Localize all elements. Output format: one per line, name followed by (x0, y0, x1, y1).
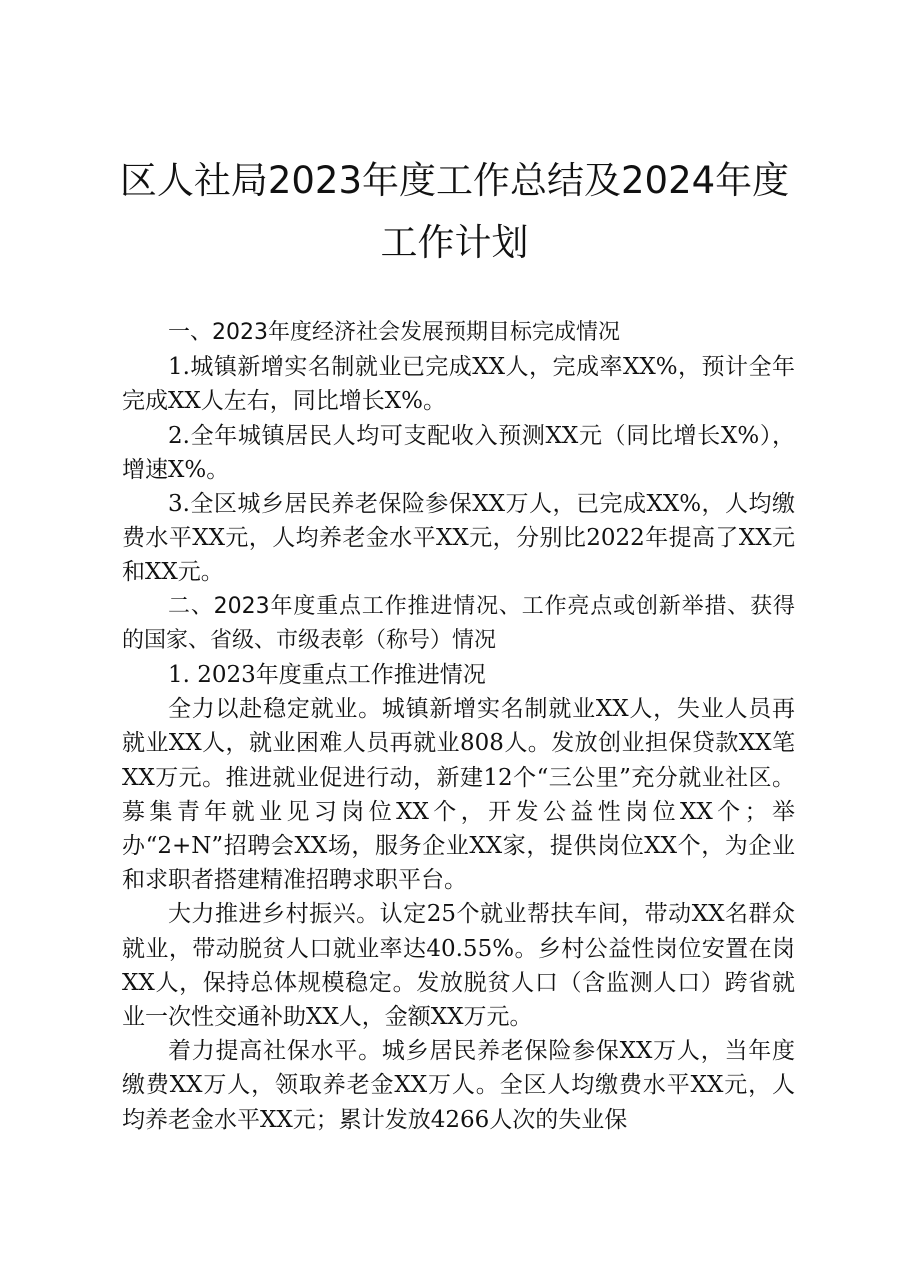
subsection-heading: 1. 2023年度重点工作推进情况 (168, 662, 486, 689)
paragraph: 2.全年城镇居民人均可支配收入预测XX元（同比增长X%），增速X%。 (122, 422, 795, 483)
document-body (122, 316, 795, 1137)
section-heading-1: 一、2023年度经济社会发展预期目标完成情况 (168, 320, 620, 345)
paragraph: 1.城镇新增实名制就业已完成XX人，完成率XX%，预计全年完成XX人左右，同比增长X%。 (122, 354, 795, 415)
paragraph: 3.全区城乡居民养老保险参保XX万人，已完成XX%，人均缴费水平XX元，人均养老金水平XX元，分别比2022年提高了XX元和XX元。 (122, 491, 795, 586)
paragraph: 全力以赴稳定就业。城镇新增实名制就业XX人，失业人员再就业XX人，就业困难人员再就业808人。发放创业担保贷款XX笔XX万元。推进就业促进行动，新建12个“三公里”充分就业社区。募集青年就业见习岗位XX个，开发公益性岗位XX个；举办“2+N”招聘会XX场，服务企业XX家，提供岗位XX个，为企业和求职者搭建精准招聘求职平台。 (122, 696, 795, 894)
document-title: 区人社局2023年度工作总结及2024年度工作计划 (119, 159, 790, 264)
paragraph: 大力推进乡村振兴。认定25个就业帮扶车间，带动XX名群众就业，带动脱贫人口就业率达40.55%。乡村公益性岗位安置在岗XX人，保持总体规模稳定。发放脱贫人口（含监测人口）跨省就业一次性交通补助XX人，金额XX万元。 (122, 901, 795, 1031)
paragraph: 着力提高社保水平。城乡居民养老保险参保XX万人，当年度缴费XX万人，领取养老金XX万人。全区人均缴费水平XX元，人均养老金水平XX元；累计发放4266人次的失业保 (122, 1038, 795, 1133)
section-heading-2: 二、2023年度重点工作推进情况、工作亮点或创新举措、获得的国家、省级、市级表彰（称号）情况 (122, 593, 795, 653)
